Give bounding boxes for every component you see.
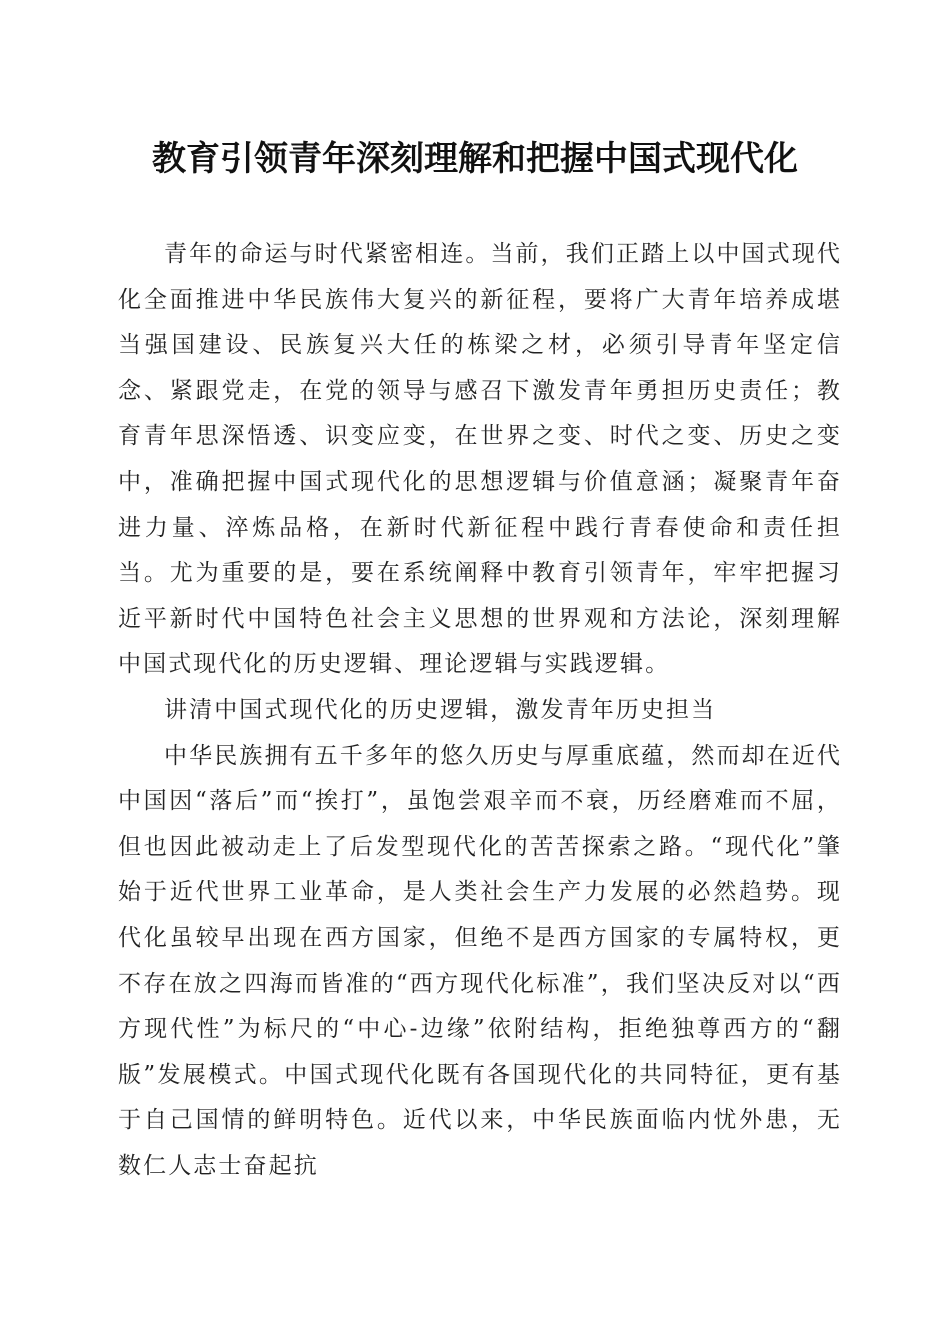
paragraph-history: 中华民族拥有五千多年的悠久历史与厚重底蕴，然而却在近代中国因“落后”而“挨打”，虽饱尝艰辛而不衰，历经磨难而不屈，但也因此被动走上了后发型现代化的苦苦探索之路。“现代化”肇始于近代世界工业革命，是人类社会生产力发展的必然趋势。现代化虽较早出现在西方国家，但绝不是西方国家的专属特权，更不存在放之四海而皆准的“西方现代化标准”，我们坚决反对以“西方现代性”为标尺的“中心-边缘”依附结构，拒绝独尊西方的“翻版”发展模式。中国式现代化既有各国现代化的共同特征，更有基于自己国情的鲜明特色。近代以来，中华民族面临内忧外患，无数仁人志士奋起抗 — [118, 742, 842, 1179]
section-heading: 讲清中国式现代化的历史逻辑，激发青年历史担当 — [164, 696, 717, 723]
document-title: 教育引领青年深刻理解和把握中国式现代化 — [152, 139, 798, 179]
paragraph-intro: 青年的命运与时代紧密相连。当前，我们正踏上以中国式现代化全面推进中华民族伟大复兴的新征程，要将广大青年培养成堪当强国建设、民族复兴大任的栋梁之材，必须引导青年坚定信念、紧跟党走，在党的领导与感召下激发青年勇担历史责任；教育青年思深悟透、识变应变，在世界之变、时代之变、历史之变中，准确把握中国式现代化的思想逻辑与价值意涵；凝聚青年奋进力量、淬炼品格，在新时代新征程中践行青春使命和责任担当。尤为重要的是，要在系统阐释中教育引领青年，牢牢把握习近平新时代中国特色社会主义思想的世界观和方法论，深刻理解中国式现代化的历史逻辑、理论逻辑与实践逻辑。 — [118, 241, 842, 678]
document-body — [118, 232, 842, 1189]
